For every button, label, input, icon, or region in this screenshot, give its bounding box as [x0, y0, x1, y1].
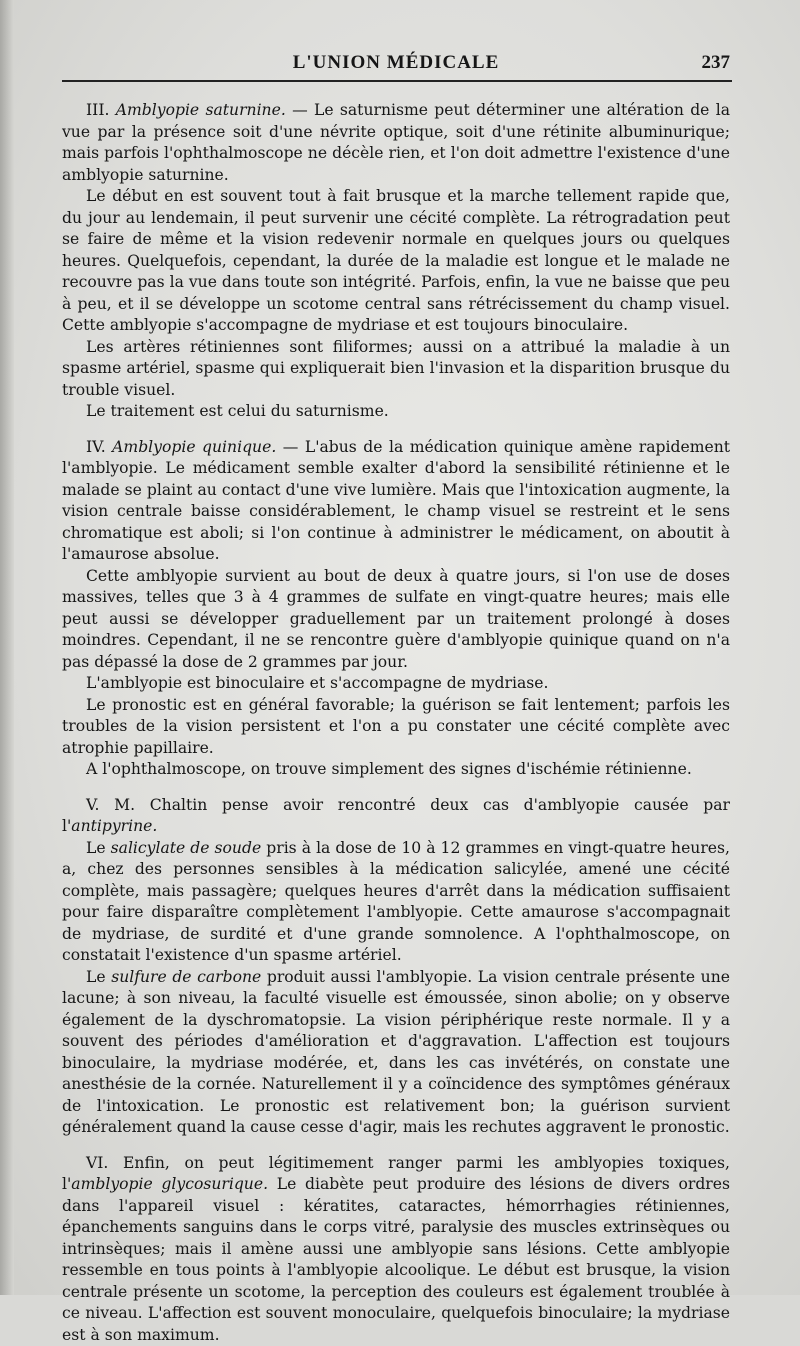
text-run: IV.	[86, 438, 112, 456]
running-title: L'UNION MÉDICALE	[62, 52, 730, 74]
paragraph	[62, 566, 730, 674]
text-run: produit aussi l'amblyopie. La vision centrale présente une lacune; à son niveau, la faculté visuelle est émoussée, sinon abolie; on y observe également de la dyschromatopsie. La vision périphérique reste normale. Il y a souvent des périodes d'amélioration et d'aggravation. L'affection est toujours binoculaire, la mydriase modérée, et, dans les cas invétérés, on constate une anesthésie de la cornée. Naturellement il y a coïncidence des symptômes généraux de l'intoxication. Le pronostic est relativement bon; la guérison survient généralement quand la cause cesse d'agir, mais les rechutes aggravent le pronostic.	[62, 968, 730, 1137]
italic-text: Amblyopie quinique.	[112, 438, 276, 456]
paragraph	[62, 673, 730, 695]
text-run: A l'ophthalmoscope, on trouve simplement des signes d'ischémie rétinienne.	[86, 760, 692, 778]
text-run: Le	[86, 968, 111, 986]
binding-gutter	[0, 0, 14, 1295]
text-run: Les artères rétiniennes sont filiformes; aussi on a attribué la maladie à un spasme artériel, spasme qui expliquerait bien l'invasion et la disparition brusque du trouble visuel.	[62, 338, 730, 399]
paragraph	[62, 838, 730, 967]
italic-text: Amblyopie saturnine.	[116, 101, 286, 119]
text-run: VI. Enfin, on peut légitimement ranger parmi les amblyopies toxiques, l'	[62, 1154, 730, 1194]
text-run: Le traitement est celui du saturnisme.	[86, 402, 389, 420]
paragraph	[62, 759, 730, 781]
italic-text: salicylate de soude	[111, 839, 262, 857]
paragraph	[62, 967, 730, 1139]
page-header	[62, 52, 730, 78]
paragraph	[62, 795, 730, 838]
header-rule	[62, 80, 732, 82]
paragraph	[62, 437, 730, 566]
italic-text: amblyopie glycosurique.	[71, 1175, 268, 1193]
paragraph	[62, 401, 730, 423]
text-run: Cette amblyopie survient au bout de deux à quatre jours, si l'on use de doses massives, telles que 3 à 4 grammes de sulfate en vingt-quatre heures; mais elle peut aussi se développer graduellement par un traitement prolongé à doses moindres. Cependant, il ne se rencontre guère d'amblyopie quinique quand on n'a pas dépassé la dose de 2 grammes par jour.	[62, 567, 730, 671]
text-run: L'amblyopie est binoculaire et s'accompagne de mydriase.	[86, 674, 548, 692]
paragraph	[62, 695, 730, 760]
paragraph	[62, 186, 730, 337]
paragraph	[62, 100, 730, 186]
text-run: Le début en est souvent tout à fait brusque et la marche tellement rapide que, du jour au lendemain, il peut survenir une cécité complète. La rétrogradation peut se faire de même et la vision redevenir normale en quelques jours ou quelques heures. Quelquefois, cependant, la durée de la maladie est longue et le malade ne recouvre pas la vue dans toute son intégrité. Parfois, enfin, la vue ne baisse que peu à peu, et il se développe un scotome central sans rétrécissement du champ visuel. Cette amblyopie s'accompagne de mydriase et est toujours binoculaire.	[62, 187, 730, 334]
text-run: pris à la dose de 10 à 12 grammes en vingt-quatre heures, a, chez des personnes sensibles à la médication salicylée, amené une cécité complète, mais passagère; quelques heures d'arrêt dans la médication suffisaient pour faire disparaître complètement l'amblyopie. Cette amaurose s'accompagnait de mydriase, de surdité et d'une grande somnolence. A l'ophthalmoscope, on constatait l'existence d'un spasme artériel.	[62, 839, 730, 965]
text-run: Le	[86, 839, 111, 857]
text-run: Le pronostic est en général favorable; la guérison se fait lentement; parfois les troubles de la vision persistent et l'on a pu constater une cécité complète avec atrophie papillaire.	[62, 696, 730, 757]
text-run: — L'abus de la médication quinique amène rapidement l'amblyopie. Le médicament semble exalter d'abord la sensibilité rétinienne et le malade se plaint au contact d'une vive lumière. Mais que l'intoxication augmente, la vision centrale baisse considérablement, le champ visuel se restreint et le sens chromatique est aboli; si l'on continue à administrer le médicament, on aboutit à l'amaurose absolue.	[62, 438, 730, 564]
text-run: Le diabète peut produire des lésions de divers ordres dans l'appareil visuel : kératites, cataractes, hémorrhagies rétiniennes, épanchements sanguins dans le corps vitré, paralysie des muscles extrinsèques ou intrinsèques; mais il amène aussi une amblyopie sans lésions. Cette amblyopie ressemble en tous points à l'amblyopie alcoolique. Le début est brusque, la vision centrale présente un scotome, la perception des couleurs est également troublée à ce niveau. L'affection est souvent monoculaire, quelquefois binoculaire; la mydriase est à son maximum.	[62, 1175, 730, 1344]
text-run: V. M. Chaltin pense avoir rencontré deux cas d'amblyopie causée par l'	[62, 796, 730, 836]
paragraph	[62, 1153, 730, 1346]
italic-text: antipyrine.	[71, 817, 157, 835]
italic-text: sulfure de carbone	[111, 968, 261, 986]
text-run: — Le saturnisme peut déterminer une altération de la vue par la présence soit d'une névrite optique, soit d'une rétinite albuminurique; mais parfois l'ophthalmoscope ne décèle rien, et l'on doit admettre l'existence d'une amblyopie saturnine.	[62, 101, 730, 184]
text-run: III.	[86, 101, 116, 119]
paragraph	[62, 337, 730, 402]
article-body	[62, 100, 730, 1346]
page-number: 237	[702, 52, 731, 74]
